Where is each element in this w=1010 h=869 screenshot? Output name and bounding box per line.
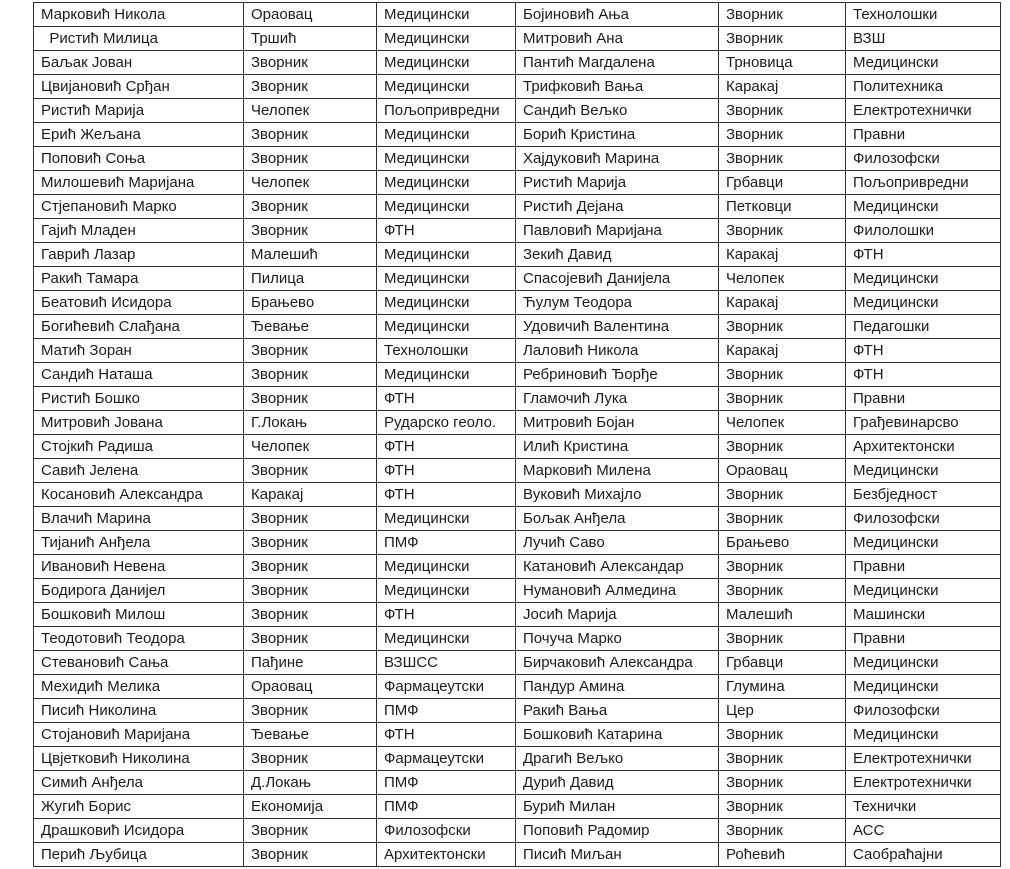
cell-faculty-right: Правни xyxy=(846,123,1001,147)
cell-faculty-left: Медицински xyxy=(377,147,516,171)
cell-student-name-right: Удовичић Валентина xyxy=(516,315,719,339)
cell-place-right: Зворник xyxy=(719,27,846,51)
cell-faculty-right: Филозофски xyxy=(846,147,1001,171)
table-row xyxy=(34,219,1001,243)
cell-student-name-right: Бошковић Катарина xyxy=(516,723,719,747)
cell-place-right: Зворник xyxy=(719,747,846,771)
cell-faculty-right: Пољопривредни xyxy=(846,171,1001,195)
cell-faculty-right: ФТН xyxy=(846,363,1001,387)
cell-place-right: Зворник xyxy=(719,99,846,123)
cell-place-left: Зворник xyxy=(244,747,377,771)
cell-student-name-right: Хајдуковић Марина xyxy=(516,147,719,171)
cell-faculty-left: Фармацеутски xyxy=(377,747,516,771)
cell-student-name-left: Стевановић Сања xyxy=(34,651,244,675)
cell-place-right: Петковци xyxy=(719,195,846,219)
cell-faculty-left: ФТН xyxy=(377,483,516,507)
cell-faculty-left: ПМФ xyxy=(377,771,516,795)
cell-faculty-left: Рударско геоло. xyxy=(377,411,516,435)
cell-place-left: Зворник xyxy=(244,387,377,411)
cell-student-name-left: Симић Анђела xyxy=(34,771,244,795)
cell-place-left: Г.Локањ xyxy=(244,411,377,435)
cell-student-name-left: Гајић Младен xyxy=(34,219,244,243)
cell-place-left: Ђевање xyxy=(244,315,377,339)
cell-student-name-left: Баљак Јован xyxy=(34,51,244,75)
cell-faculty-right: Технички xyxy=(846,795,1001,819)
cell-place-right: Зворник xyxy=(719,771,846,795)
table-row xyxy=(34,3,1001,27)
cell-student-name-left: Мехидић Мелика xyxy=(34,675,244,699)
cell-faculty-left: ФТН xyxy=(377,723,516,747)
students-table xyxy=(33,2,1001,867)
cell-student-name-right: Ракић Вања xyxy=(516,699,719,723)
cell-faculty-right: Педагошки xyxy=(846,315,1001,339)
cell-student-name-right: Бирчаковић Александра xyxy=(516,651,719,675)
cell-faculty-left: ПМФ xyxy=(377,531,516,555)
cell-place-left: Зворник xyxy=(244,531,377,555)
cell-faculty-left: ПМФ xyxy=(377,795,516,819)
cell-student-name-left: Стојановић Маријана xyxy=(34,723,244,747)
cell-place-left: Зворник xyxy=(244,699,377,723)
cell-student-name-right: Ристић Дејана xyxy=(516,195,719,219)
table-row xyxy=(34,723,1001,747)
cell-student-name-right: Јосић Марија xyxy=(516,603,719,627)
cell-faculty-right: Филозофски xyxy=(846,507,1001,531)
cell-faculty-right: Електротехнички xyxy=(846,99,1001,123)
cell-faculty-right: Медицински xyxy=(846,267,1001,291)
cell-place-right: Зворник xyxy=(719,483,846,507)
table-row xyxy=(34,27,1001,51)
cell-faculty-left: Медицински xyxy=(377,291,516,315)
table-row xyxy=(34,267,1001,291)
cell-faculty-right: Медицински xyxy=(846,531,1001,555)
cell-place-right: Грбавци xyxy=(719,171,846,195)
cell-place-right: Глумина xyxy=(719,675,846,699)
cell-place-left: Малешић xyxy=(244,243,377,267)
cell-faculty-left: Медицински xyxy=(377,507,516,531)
cell-faculty-right: Медицински xyxy=(846,291,1001,315)
cell-student-name-right: Зекић Давид xyxy=(516,243,719,267)
cell-place-right: Каракај xyxy=(719,75,846,99)
cell-place-right: Цер xyxy=(719,699,846,723)
table-row xyxy=(34,555,1001,579)
cell-faculty-right: Медицински xyxy=(846,579,1001,603)
cell-faculty-left: Архитектонски xyxy=(377,843,516,867)
table-row xyxy=(34,579,1001,603)
table-row xyxy=(34,459,1001,483)
table-row xyxy=(34,195,1001,219)
cell-student-name-left: Богићевић Слађана xyxy=(34,315,244,339)
cell-student-name-left: Цвјетковић Николина xyxy=(34,747,244,771)
cell-student-name-left: Жугић Борис xyxy=(34,795,244,819)
cell-faculty-left: Медицински xyxy=(377,579,516,603)
cell-faculty-left: Медицински xyxy=(377,195,516,219)
cell-student-name-right: Бурић Милан xyxy=(516,795,719,819)
cell-faculty-right: Медицински xyxy=(846,51,1001,75)
cell-place-left: Челопек xyxy=(244,171,377,195)
cell-place-left: Зворник xyxy=(244,507,377,531)
cell-place-right: Челопек xyxy=(719,267,846,291)
cell-faculty-right: Архитектонски xyxy=(846,435,1001,459)
cell-place-left: Зворник xyxy=(244,627,377,651)
cell-student-name-right: Гламочић Лука xyxy=(516,387,719,411)
cell-student-name-right: Пандур Амина xyxy=(516,675,719,699)
cell-faculty-right: Саобраћајни xyxy=(846,843,1001,867)
cell-student-name-left: Косановић Александра xyxy=(34,483,244,507)
cell-student-name-right: Марковић Милена xyxy=(516,459,719,483)
cell-faculty-left: ФТН xyxy=(377,435,516,459)
cell-place-left: Зворник xyxy=(244,603,377,627)
cell-faculty-right: Медицински xyxy=(846,723,1001,747)
table-row xyxy=(34,363,1001,387)
cell-faculty-left: ВЗШСС xyxy=(377,651,516,675)
cell-place-left: Економија xyxy=(244,795,377,819)
cell-place-left: Каракај xyxy=(244,483,377,507)
cell-place-right: Зворник xyxy=(719,315,846,339)
table-row xyxy=(34,291,1001,315)
cell-place-right: Зворник xyxy=(719,627,846,651)
cell-place-left: Зворник xyxy=(244,123,377,147)
cell-student-name-left: Драшковић Исидора xyxy=(34,819,244,843)
cell-place-left: Зворник xyxy=(244,843,377,867)
cell-place-left: Зворник xyxy=(244,363,377,387)
cell-faculty-left: Медицински xyxy=(377,75,516,99)
cell-faculty-right: Машински xyxy=(846,603,1001,627)
table-row xyxy=(34,387,1001,411)
cell-place-right: Зворник xyxy=(719,147,846,171)
cell-student-name-left: Савић Јелена xyxy=(34,459,244,483)
cell-place-left: Зворник xyxy=(244,819,377,843)
cell-faculty-right: Грађевинарсво xyxy=(846,411,1001,435)
cell-place-right: Каракај xyxy=(719,243,846,267)
cell-place-left: Зворник xyxy=(244,147,377,171)
cell-faculty-right: Политехника xyxy=(846,75,1001,99)
table-row xyxy=(34,675,1001,699)
cell-faculty-right: Безбједност xyxy=(846,483,1001,507)
cell-student-name-left: Писић Николина xyxy=(34,699,244,723)
cell-faculty-right: Медицински xyxy=(846,459,1001,483)
cell-student-name-left: Теодотовић Теодора xyxy=(34,627,244,651)
cell-student-name-left: Беатовић Исидора xyxy=(34,291,244,315)
cell-student-name-right: Павловић Маријана xyxy=(516,219,719,243)
cell-place-right: Каракај xyxy=(719,339,846,363)
cell-faculty-left: ФТН xyxy=(377,459,516,483)
cell-faculty-left: Медицински xyxy=(377,315,516,339)
cell-student-name-right: Почуча Марко xyxy=(516,627,719,651)
cell-student-name-left: Стојкић Радиша xyxy=(34,435,244,459)
cell-place-left: Пађине xyxy=(244,651,377,675)
cell-student-name-left: Ерић Жељана xyxy=(34,123,244,147)
cell-place-right: Зворник xyxy=(719,3,846,27)
cell-student-name-right: Лаловић Никола xyxy=(516,339,719,363)
cell-place-right: Челопек xyxy=(719,411,846,435)
cell-student-name-right: Митровић Ана xyxy=(516,27,719,51)
table-row xyxy=(34,51,1001,75)
cell-faculty-left: Медицински xyxy=(377,363,516,387)
table-row xyxy=(34,147,1001,171)
cell-faculty-left: Медицински xyxy=(377,627,516,651)
cell-student-name-left: Гаврић Лазар xyxy=(34,243,244,267)
cell-faculty-right: Медицински xyxy=(846,651,1001,675)
cell-place-right: Зворник xyxy=(719,123,846,147)
cell-place-left: Челопек xyxy=(244,435,377,459)
cell-student-name-left: Бошковић Милош xyxy=(34,603,244,627)
cell-place-right: Брањево xyxy=(719,531,846,555)
cell-student-name-left: Влачић Марина xyxy=(34,507,244,531)
cell-place-right: Зворник xyxy=(719,219,846,243)
cell-place-right: Зворник xyxy=(719,555,846,579)
cell-faculty-right: АСС xyxy=(846,819,1001,843)
cell-student-name-right: Митровић Бојан xyxy=(516,411,719,435)
cell-student-name-left: Сандић Наташа xyxy=(34,363,244,387)
cell-place-left: Зворник xyxy=(244,459,377,483)
cell-student-name-right: Вуковић Михајло xyxy=(516,483,719,507)
cell-faculty-left: Пољопривредни xyxy=(377,99,516,123)
cell-faculty-left: Фармацеутски xyxy=(377,675,516,699)
cell-student-name-right: Дурић Давид xyxy=(516,771,719,795)
cell-student-name-right: Поповић Радомир xyxy=(516,819,719,843)
cell-place-left: Зворник xyxy=(244,75,377,99)
cell-place-left: Зворник xyxy=(244,579,377,603)
cell-place-right: Зворник xyxy=(719,507,846,531)
cell-faculty-left: Медицински xyxy=(377,243,516,267)
cell-place-right: Трновица xyxy=(719,51,846,75)
cell-place-right: Зворник xyxy=(719,579,846,603)
cell-student-name-left: Бодирога Данијел xyxy=(34,579,244,603)
cell-student-name-right: Трифковић Вања xyxy=(516,75,719,99)
cell-student-name-left: Марковић Никола xyxy=(34,3,244,27)
cell-faculty-right: ФТН xyxy=(846,339,1001,363)
cell-student-name-left: Матић Зоран xyxy=(34,339,244,363)
cell-student-name-left: Тијанић Анђела xyxy=(34,531,244,555)
table-row xyxy=(34,483,1001,507)
cell-faculty-right: Филолошки xyxy=(846,219,1001,243)
table-row xyxy=(34,699,1001,723)
table-row xyxy=(34,315,1001,339)
cell-place-left: Зворник xyxy=(244,219,377,243)
cell-student-name-right: Лучић Саво xyxy=(516,531,719,555)
cell-faculty-left: Медицински xyxy=(377,123,516,147)
cell-faculty-left: Медицински xyxy=(377,555,516,579)
cell-place-left: Зворник xyxy=(244,339,377,363)
cell-student-name-left: Ристић Марија xyxy=(34,99,244,123)
table-row xyxy=(34,507,1001,531)
cell-place-right: Зворник xyxy=(719,723,846,747)
cell-faculty-right: Технолошки xyxy=(846,3,1001,27)
table-row xyxy=(34,795,1001,819)
cell-student-name-right: Илић Кристина xyxy=(516,435,719,459)
cell-faculty-left: ФТН xyxy=(377,387,516,411)
cell-place-left: Пилица xyxy=(244,267,377,291)
cell-faculty-left: Медицински xyxy=(377,27,516,51)
cell-student-name-left: Ивановић Невена xyxy=(34,555,244,579)
cell-place-right: Малешић xyxy=(719,603,846,627)
cell-faculty-right: Електротехнички xyxy=(846,747,1001,771)
cell-faculty-left: Медицински xyxy=(377,3,516,27)
cell-place-left: Ђевање xyxy=(244,723,377,747)
cell-student-name-right: Нумановић Алмедина xyxy=(516,579,719,603)
cell-faculty-left: Медицински xyxy=(377,171,516,195)
table-row xyxy=(34,771,1001,795)
cell-place-left: Тршић xyxy=(244,27,377,51)
cell-student-name-left: Цвијановић Срђан xyxy=(34,75,244,99)
table-row xyxy=(34,171,1001,195)
cell-faculty-left: Медицински xyxy=(377,267,516,291)
cell-student-name-left: Стјепановић Марко xyxy=(34,195,244,219)
cell-faculty-right: Правни xyxy=(846,627,1001,651)
table-row xyxy=(34,435,1001,459)
table-body xyxy=(34,3,1001,867)
cell-faculty-left: ФТН xyxy=(377,603,516,627)
cell-student-name-right: Катановић Александар xyxy=(516,555,719,579)
cell-faculty-left: ПМФ xyxy=(377,699,516,723)
cell-student-name-right: Ристић Марија xyxy=(516,171,719,195)
cell-student-name-right: Сандић Вељко xyxy=(516,99,719,123)
cell-faculty-right: Медицински xyxy=(846,195,1001,219)
cell-place-left: Ораовац xyxy=(244,3,377,27)
cell-place-left: Д.Локањ xyxy=(244,771,377,795)
cell-place-left: Брањево xyxy=(244,291,377,315)
table-row xyxy=(34,603,1001,627)
table-row xyxy=(34,531,1001,555)
table-row xyxy=(34,747,1001,771)
cell-place-right: Зворник xyxy=(719,819,846,843)
table-row xyxy=(34,651,1001,675)
cell-student-name-left: Милошевић Маријана xyxy=(34,171,244,195)
cell-student-name-left: Поповић Соња xyxy=(34,147,244,171)
cell-student-name-left: Перић Љубица xyxy=(34,843,244,867)
table-row xyxy=(34,123,1001,147)
cell-place-right: Зворник xyxy=(719,387,846,411)
table-row xyxy=(34,843,1001,867)
table-row xyxy=(34,243,1001,267)
cell-faculty-right: ВЗШ xyxy=(846,27,1001,51)
cell-student-name-right: Драгић Вељко xyxy=(516,747,719,771)
table-row xyxy=(34,411,1001,435)
cell-place-right: Грбавци xyxy=(719,651,846,675)
cell-faculty-right: Филозофски xyxy=(846,699,1001,723)
table-row xyxy=(34,339,1001,363)
cell-faculty-left: Филозофски xyxy=(377,819,516,843)
cell-place-right: Зворник xyxy=(719,363,846,387)
table-row xyxy=(34,627,1001,651)
cell-place-left: Зворник xyxy=(244,555,377,579)
cell-place-right: Каракај xyxy=(719,291,846,315)
cell-place-right: Зворник xyxy=(719,435,846,459)
cell-faculty-left: Медицински xyxy=(377,51,516,75)
cell-place-left: Челопек xyxy=(244,99,377,123)
cell-place-left: Ораовац xyxy=(244,675,377,699)
cell-faculty-left: Технолошки xyxy=(377,339,516,363)
cell-student-name-left: Митровић Јована xyxy=(34,411,244,435)
table-row xyxy=(34,819,1001,843)
cell-faculty-right: Медицински xyxy=(846,675,1001,699)
cell-faculty-right: Електротехнички xyxy=(846,771,1001,795)
cell-place-right: Зворник xyxy=(719,795,846,819)
cell-student-name-right: Ћулум Теодора xyxy=(516,291,719,315)
cell-student-name-right: Ребриновић Ђорђе xyxy=(516,363,719,387)
cell-student-name-right: Бољак Анђела xyxy=(516,507,719,531)
cell-place-right: Ораовац xyxy=(719,459,846,483)
cell-student-name-right: Писић Миљан xyxy=(516,843,719,867)
cell-student-name-left: Ристић Милица xyxy=(34,27,244,51)
cell-student-name-right: Борић Кристина xyxy=(516,123,719,147)
cell-student-name-right: Бојиновић Ања xyxy=(516,3,719,27)
cell-place-left: Зворник xyxy=(244,195,377,219)
table-row xyxy=(34,75,1001,99)
cell-place-left: Зворник xyxy=(244,51,377,75)
cell-student-name-right: Пантић Магдалена xyxy=(516,51,719,75)
table-row xyxy=(34,99,1001,123)
cell-student-name-left: Ристић Бошко xyxy=(34,387,244,411)
cell-student-name-left: Ракић Тамара xyxy=(34,267,244,291)
cell-place-right: Роћевић xyxy=(719,843,846,867)
cell-faculty-left: ФТН xyxy=(377,219,516,243)
cell-faculty-right: Правни xyxy=(846,555,1001,579)
cell-faculty-right: Правни xyxy=(846,387,1001,411)
cell-student-name-right: Спасојевић Данијела xyxy=(516,267,719,291)
cell-faculty-right: ФТН xyxy=(846,243,1001,267)
